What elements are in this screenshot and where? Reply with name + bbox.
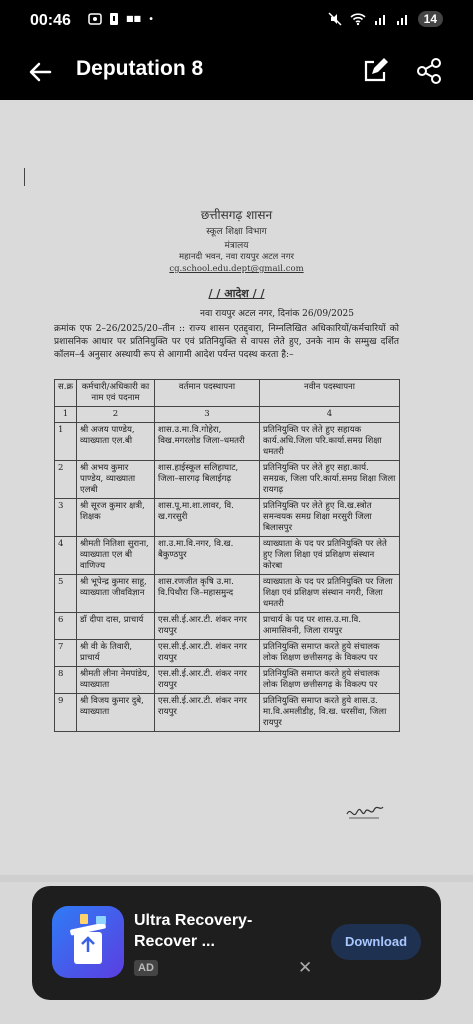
cell-name: श्री भूपेन्द्र कुमार साहू, व्याख्याता जीवविज्ञान bbox=[77, 575, 155, 613]
header-new: नवीन पदस्थापना bbox=[260, 380, 400, 407]
cell-current: शास.उ.मा.वि.गोहेरा, विख.मगरलोड जिला–धमतरी bbox=[155, 423, 260, 461]
signal-icon-2 bbox=[396, 12, 410, 26]
wifi-icon bbox=[350, 12, 366, 26]
signature-mark bbox=[345, 800, 385, 822]
header-name: कर्मचारी/अधिकारी का नाम एवं पदनाम bbox=[77, 380, 155, 407]
close-icon[interactable]: ✕ bbox=[298, 958, 313, 978]
cell-current: एस.सी.ई.आर.टी. शंकर नगर रायपुर bbox=[155, 613, 260, 640]
cell-current: एस.सी.ई.आर.टी. शंकर नगर रायपुर bbox=[155, 694, 260, 732]
notification-icons bbox=[88, 12, 154, 26]
header-current: वर्तमान पदस्थापना bbox=[155, 380, 260, 407]
order-title: / / आदेश / / bbox=[208, 287, 265, 300]
cell-name: श्रीमती लीना नेमपांडेय, व्याख्याता bbox=[77, 667, 155, 694]
cell-current: शास.हाईस्कूल सलिहाघाट, जिला–सारगढ़ बिलाईगढ़ bbox=[155, 461, 260, 499]
signal-icon bbox=[374, 12, 388, 26]
table-row bbox=[55, 423, 400, 461]
battery-indicator: 14 bbox=[418, 11, 443, 27]
cell-new: प्राचार्य के पद पर शास.उ.मा.वि. आमासिवनी, जिला रायपुर bbox=[260, 613, 400, 640]
back-arrow-icon[interactable] bbox=[24, 56, 56, 88]
cell-sno: 6 bbox=[55, 613, 77, 640]
header-govt: छत्तीसगढ़ शासन bbox=[200, 208, 273, 222]
index-cell: 1 bbox=[55, 407, 77, 423]
status-time: 00:46 bbox=[30, 12, 71, 29]
screenshot-icon bbox=[88, 12, 102, 26]
document-page bbox=[0, 100, 473, 875]
cell-new: प्रतिनियुक्ति समाप्त करते हुये शास.उ. मा.वि.अमलीडीह, वि.ख. धरसींवा, जिला रायपुर bbox=[260, 694, 400, 732]
cell-sno: 5 bbox=[55, 575, 77, 613]
mute-icon bbox=[328, 12, 342, 26]
table-row bbox=[55, 667, 400, 694]
place-date: नवा रायपुर अटल नगर, दिनांक 26/09/2025 bbox=[200, 309, 354, 319]
cell-current: शास.रणजीत कृषि उ.मा. वि.पिथौरा जि–महासमुन्द bbox=[155, 575, 260, 613]
ad-tag: AD bbox=[134, 960, 158, 976]
cell-sno: 7 bbox=[55, 640, 77, 667]
sim-alert-icon bbox=[109, 12, 119, 26]
cell-name: श्री अजय पाण्डेय, व्याख्याता एल.बी bbox=[77, 423, 155, 461]
recycle-bin-app-icon bbox=[52, 906, 124, 978]
cell-new: प्रतिनियुक्ति समाप्त करते हुये संचालक लोक शिक्षण छत्तीसगढ़ के विकल्प पर bbox=[260, 667, 400, 694]
cell-sno: 1 bbox=[55, 423, 77, 461]
edit-icon[interactable] bbox=[360, 56, 390, 86]
table-row bbox=[55, 613, 400, 640]
cell-sno: 4 bbox=[55, 537, 77, 575]
table-row bbox=[55, 640, 400, 667]
cell-current: एस.सी.ई.आर.टी. शंकर नगर रायपुर bbox=[155, 667, 260, 694]
cell-new: व्याख्याता के पद पर प्रतिनियुक्ति पर लेते हुए जिला शिक्षा एवं प्रशिक्षण संस्थान कोरबा bbox=[260, 537, 400, 575]
cell-name: श्री वी के तिवारी, प्राचार्य bbox=[77, 640, 155, 667]
cell-new: प्रतिनियुक्ति समाप्त करते हुये संचालक लोक शिक्षण छत्तीसगढ़ के विकल्प पर bbox=[260, 640, 400, 667]
cell-current: शास.पू.मा.शा.लावर, वि. ख.गरसुरी bbox=[155, 499, 260, 537]
table-row bbox=[55, 537, 400, 575]
cell-name: श्री अभय कुमार पाण्डेय, व्याख्याता एलबी bbox=[77, 461, 155, 499]
cell-name: श्रीमती नितिशा सुराना, व्याख्याता एल बी वाणिज्य bbox=[77, 537, 155, 575]
system-icons bbox=[328, 11, 443, 27]
table-index-row bbox=[55, 407, 400, 423]
cell-current: शा.उ.मा.वि.नगर, वि.ख. बैकुण्ठपुर bbox=[155, 537, 260, 575]
cell-new: व्याख्याता के पद पर प्रतिनियुक्ति पर जिला शिक्षा एवं प्रशिक्षण संस्थान नगरी, जिला धमतरी bbox=[260, 575, 400, 613]
cell-sno: 9 bbox=[55, 694, 77, 732]
document-title: Deputation 8 bbox=[76, 57, 204, 80]
cell-name: डॉ दीपा दास, प्राचार्य bbox=[77, 613, 155, 640]
cell-new: प्रतिनियुक्ति पर लेते हुए सहायक कार्य.अधि.जिला परि.कार्या.समग्र शिक्षा धमतरी bbox=[260, 423, 400, 461]
ad-banner[interactable] bbox=[32, 886, 441, 1000]
header-ministry: मंत्रालय bbox=[224, 241, 249, 251]
app-notification-icon: ■■ bbox=[126, 14, 142, 23]
cell-name: श्री सूरज कुमार क्षत्री, शिक्षक bbox=[77, 499, 155, 537]
download-button[interactable]: Download bbox=[331, 924, 421, 960]
cell-new: प्रतिनियुक्ति पर लेते हुए सहा.कार्य. समग्रक, जिला परि.कार्या.समग्र शिक्षा जिला रायगढ़ bbox=[260, 461, 400, 499]
index-cell: 2 bbox=[77, 407, 155, 423]
table-row bbox=[55, 694, 400, 732]
index-cell: 4 bbox=[260, 407, 400, 423]
table-row bbox=[55, 461, 400, 499]
header-email: cg.school.edu.dept@gmail.com bbox=[169, 264, 304, 274]
header-sno: स.क्र bbox=[55, 380, 77, 407]
page-mark bbox=[24, 168, 25, 186]
table-header-row bbox=[55, 380, 400, 407]
index-cell: 3 bbox=[155, 407, 260, 423]
table-row bbox=[55, 575, 400, 613]
cell-sno: 8 bbox=[55, 667, 77, 694]
table-row bbox=[55, 499, 400, 537]
dot-icon: • bbox=[148, 13, 155, 25]
cell-current: एस.सी.ई.आर.टी. शंकर नगर रायपुर bbox=[155, 640, 260, 667]
share-icon[interactable] bbox=[414, 56, 444, 86]
header-address: महानदी भवन, नवा रायपुर अटल नगर bbox=[179, 252, 294, 262]
deputation-table bbox=[54, 379, 400, 732]
order-paragraph: क्रमांक एफ 2–26/2025/20–तीन :: राज्य शासन एतद्द्वारा, निम्नलिखित अधिकारियों/कर्मचारियों को प्रशासनिक आधार पर प्रतिनियुक्ति पर एवं प्रतिनियुक्ति से वापस लेते हुए, उनके नाम के सम्मुख दर्शित कॉलम–4 अनुसार अस्थायी रूप से आगामी आदेश पर्यन्त पदस्थ करता है:– bbox=[54, 324, 399, 360]
app-bar bbox=[0, 44, 473, 100]
cell-new: प्रतिनियुक्ति पर लेते हुए वि.ख.स्त्रोत समन्वयक समग्र शिक्षा मरसुरी जिला बिलासपुर bbox=[260, 499, 400, 537]
cell-sno: 2 bbox=[55, 461, 77, 499]
status-bar bbox=[0, 0, 473, 44]
cell-name: श्री विजय कुमार दुबे, व्याख्याता bbox=[77, 694, 155, 732]
header-dept: स्कूल शिक्षा विभाग bbox=[206, 227, 267, 237]
cell-sno: 3 bbox=[55, 499, 77, 537]
ad-app-name: Ultra Recovery-Recover ... bbox=[134, 912, 253, 950]
